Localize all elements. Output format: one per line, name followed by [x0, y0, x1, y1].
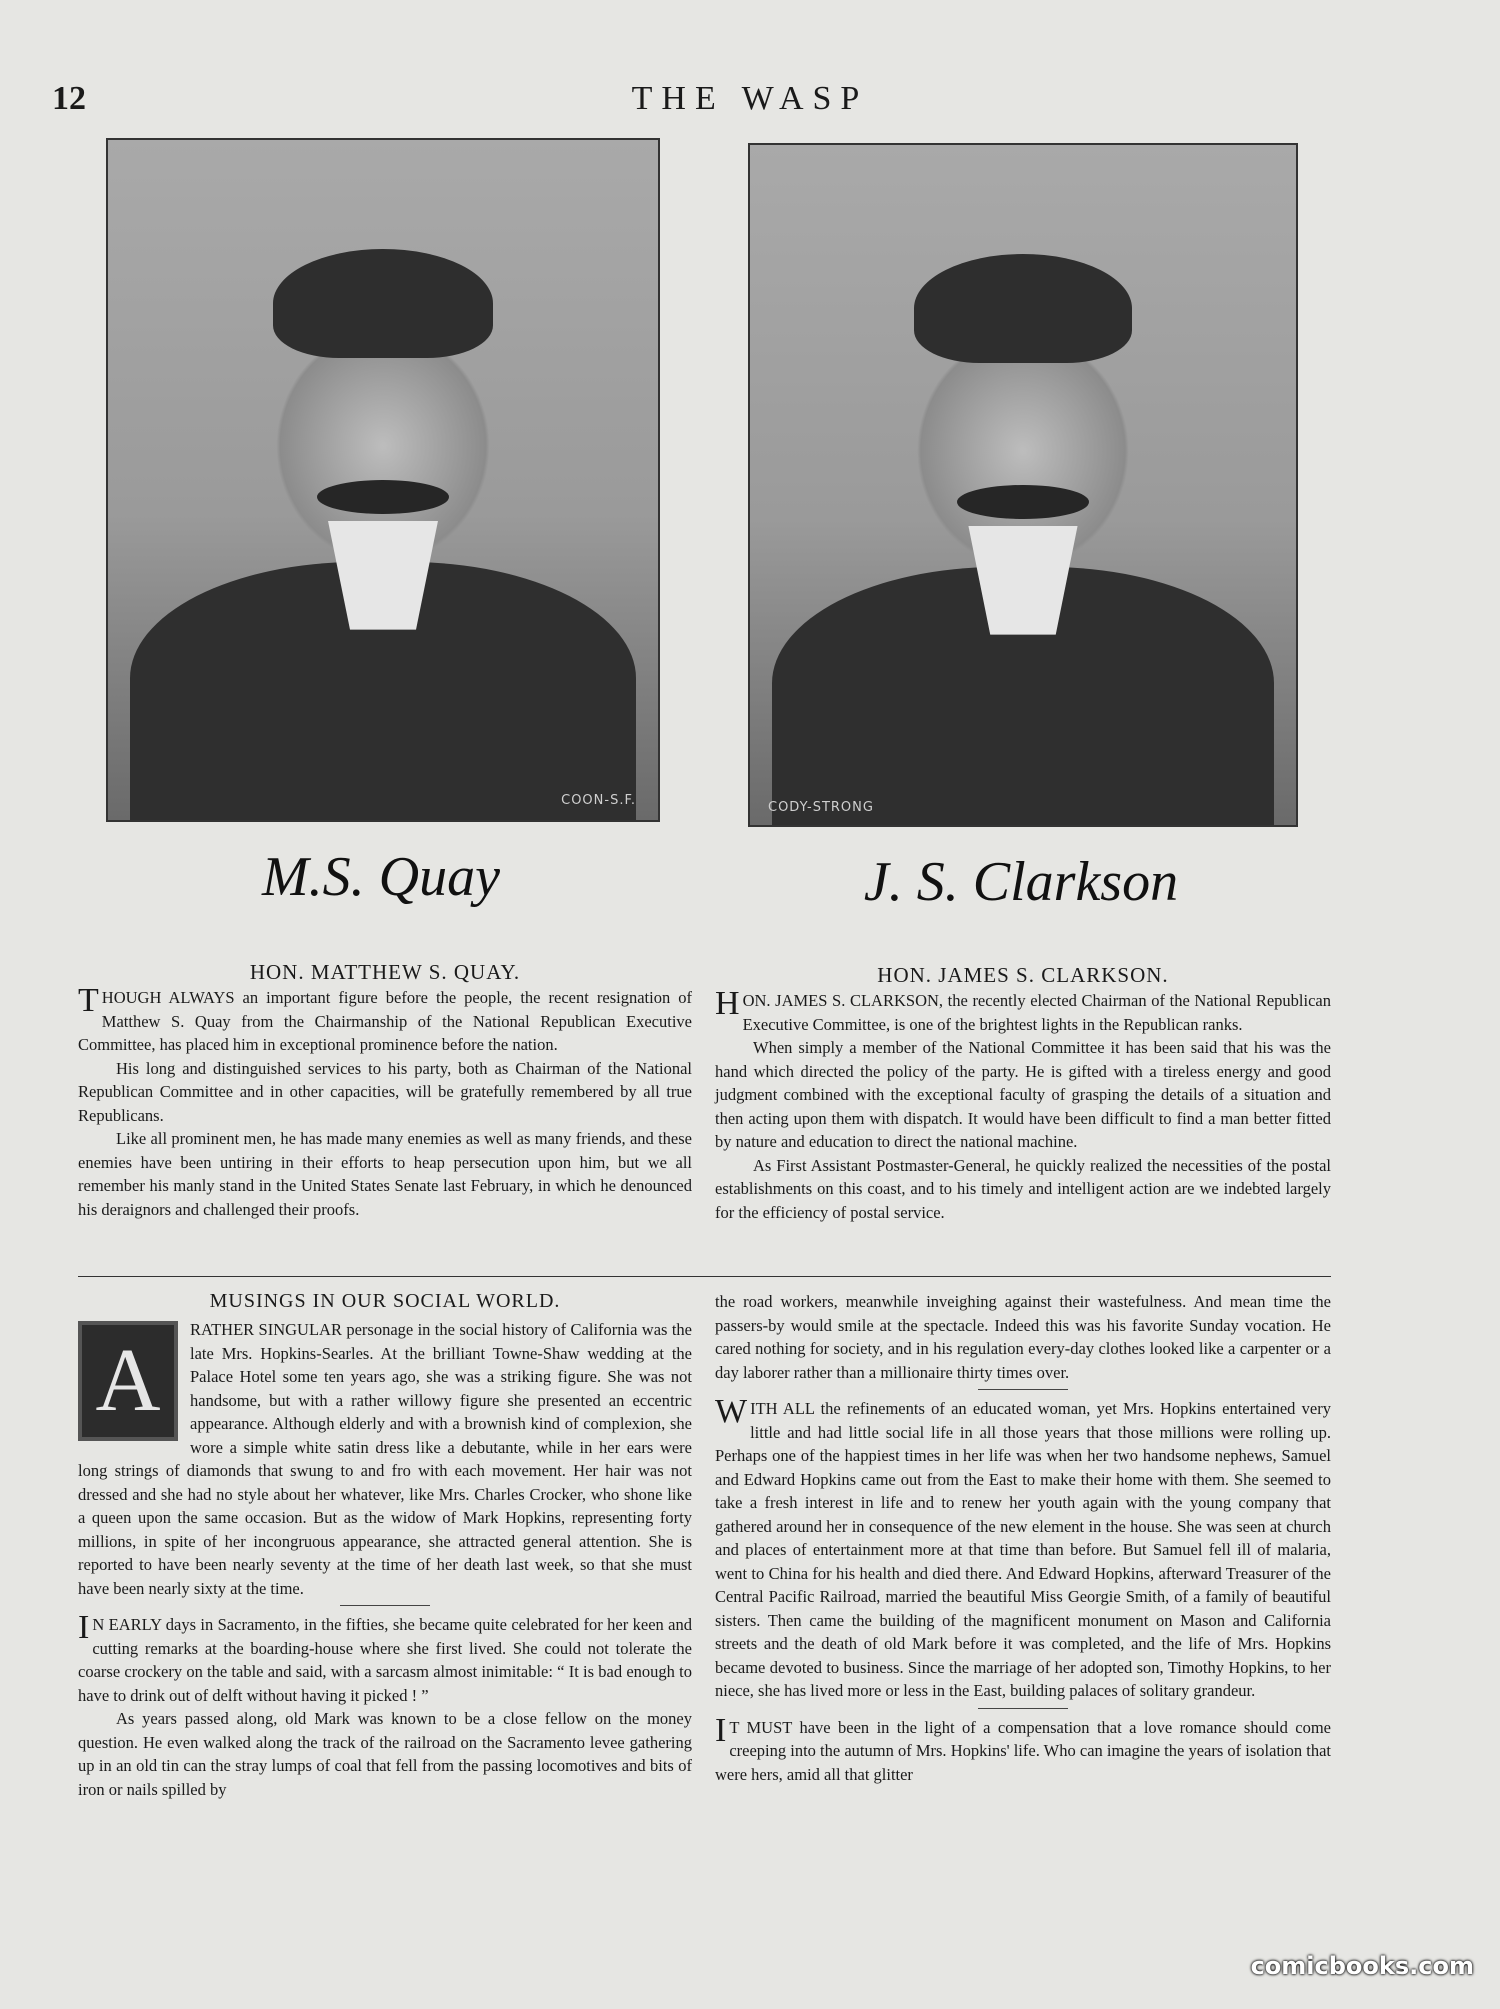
signature-quay: M.S. Quay	[262, 846, 500, 908]
photo-credit: COON-S.F.	[561, 793, 636, 808]
paragraph: T MUST have been in the light of a compensation that a love romance should come creeping into the autumn of Mrs. Hopkins' life. Who can imagine the years of isolation that were hers, amid all that glitter	[715, 1717, 1331, 1784]
article-clarkson	[715, 985, 1331, 1224]
portrait-clarkson	[748, 143, 1298, 827]
paragraph: Like all prominent men, he has made many enemies as well as many friends, and these enemies have been untiring in their efforts to heap persecution upon him, but we all remember his manly stand in the United States Senate last February, in which he denounced his deraignors and challenged their proofs.	[78, 1129, 692, 1219]
separator	[978, 1708, 1068, 1709]
signature-clarkson: J. S. Clarkson	[863, 851, 1179, 913]
paragraph: When simply a member of the National Committee it has been said that his was the hand which directed the policy of the party. He is gifted with a tireless energy and good judgment combined with the exceptional faculty of grasping the details of a situation and then acting upon them with dispatch. It would have been difficult to find a man better fitted by nature and education to direct the national machine.	[715, 1038, 1331, 1151]
section-divider	[78, 1276, 1331, 1277]
separator	[340, 1605, 430, 1606]
paragraph: RATHER SINGULAR personage in the social history of California was the late Mrs. Hopkins-Searles. At the brilliant Towne-Shaw wedding at the Palace Hotel some ten years ago, she was a striking figure. She was not handsome, but with a rather willowy figure she presented an eccentric appearance. Although elderly and with a brownish kind of complexion, she wore a simple white satin dress like a debutante, while in her ears were long strings of diamonds that swung to and fro with each movement. Her hair was not dressed and she had no style about her whatever, like Mrs. Charles Crocker, who shone like a queen upon the same occasion. But as the widow of Mark Hopkins, representing forty millions, in spite of her incongruous appearance, she attracted general attention. She is reported to have been nearly seventy at the time of her death last week, so that she must have been nearly sixty at the time.	[78, 1320, 692, 1598]
heading-clarkson: HON. JAMES S. CLARKSON.	[877, 963, 1169, 987]
heading-quay: HON. MATTHEW S. QUAY.	[249, 960, 521, 984]
paragraph: His long and distinguished services to his party, both as Chairman of the National Republican Committee and in other capacities, will be gratefully remembered by all true Republicans.	[78, 1058, 692, 1125]
drop-cap: I	[78, 1609, 90, 1646]
paragraph: ON. JAMES S. CLARKSON, the recently elected Chairman of the National Republican Executive Committee, is one of the brightest lights in the Republican ranks.	[742, 991, 1331, 1034]
article-musings-right	[715, 1290, 1331, 1786]
heading-musings: MUSINGS IN OUR SOCIAL WORLD.	[209, 1290, 561, 1312]
paragraph: As First Assistant Postmaster-General, he quickly realized the necessities of the postal establishments on this coast, and to his timely and intelligent action are we indebted largely for the efficiency of postal service.	[715, 1155, 1331, 1222]
drop-cap-ornament: A	[78, 1321, 178, 1441]
article-quay	[78, 982, 692, 1221]
masthead: THE WASP	[631, 80, 869, 117]
drop-cap: W	[715, 1393, 748, 1430]
paragraph: N EARLY days in Sacramento, in the fifties, she became quite celebrated for her keen and cutting remarks at the boarding-house where she first lived. She could not tolerate the coarse crockery on the table and said, with a sarcasm almost inimitable: “ It is bad enough to have to drink out of delft without having it picked ! ”	[78, 1615, 692, 1705]
paragraph: the road workers, meanwhile inveighing against their wastefulness. And mean time the passers-by would smile at the spectacle. Indeed this was his favorite Sunday vocation. He cared nothing for society, and in his regulation every-day clothes looked like a carpenter or a day laborer rather than a millionaire thirty times over.	[715, 1292, 1331, 1382]
article-musings-left	[78, 1318, 692, 1801]
portrait-quay	[106, 138, 660, 822]
drop-cap: H	[715, 985, 740, 1022]
paragraph: As years passed along, old Mark was known to be a close fellow on the money question. He even walked along the track of the railroad on the Sacramento levee gathering up in an old tin can the stray lumps of coal that fell from the passing locomotives and bits of iron or nails spilled by	[78, 1709, 692, 1799]
drop-cap: T	[78, 982, 99, 1019]
paragraph: HOUGH ALWAYS an important figure before the people, the recent resignation of Matthew S. Quay from the Chairmanship of the National Republican Executive Committee, has placed him in exceptional prominence before the nation.	[78, 988, 692, 1054]
paragraph: ITH ALL the refinements of an educated woman, yet Mrs. Hopkins entertained very little and had little social life in all those years that those millions were rolling up. Perhaps one of the happiest times in her life was when her two handsome nephews, Samuel and Edward Hopkins came out from the East to make their home with them. She seemed to take a fresh interest in life and to renew her youth again with the young company that gathered around her in consequence of the new element in the house. She was seen at church and places of entertainment more at that time than before. But Samuel fell ill of malaria, went to China for his health and died there. And Edward Hopkins, afterward Treasurer of the Central Pacific Railroad, married the beautiful Miss Georgie Smith, of a family of beautiful sisters. Then came the building of the magnificent monument on Mason and California streets and the death of old Mark before it was completed, and the life of Mrs. Hopkins became devoted to business. Since the marriage of her adopted son, Timothy Hopkins, to her niece, she has lived more or less in the East, building palaces of solitary grandeur.	[715, 1399, 1331, 1700]
separator	[978, 1389, 1068, 1390]
page-number: 12	[52, 80, 86, 117]
drop-cap: I	[715, 1711, 727, 1749]
watermark: comicbooks.com	[1250, 1952, 1474, 1980]
photo-credit: CODY-STRONG	[768, 800, 874, 815]
